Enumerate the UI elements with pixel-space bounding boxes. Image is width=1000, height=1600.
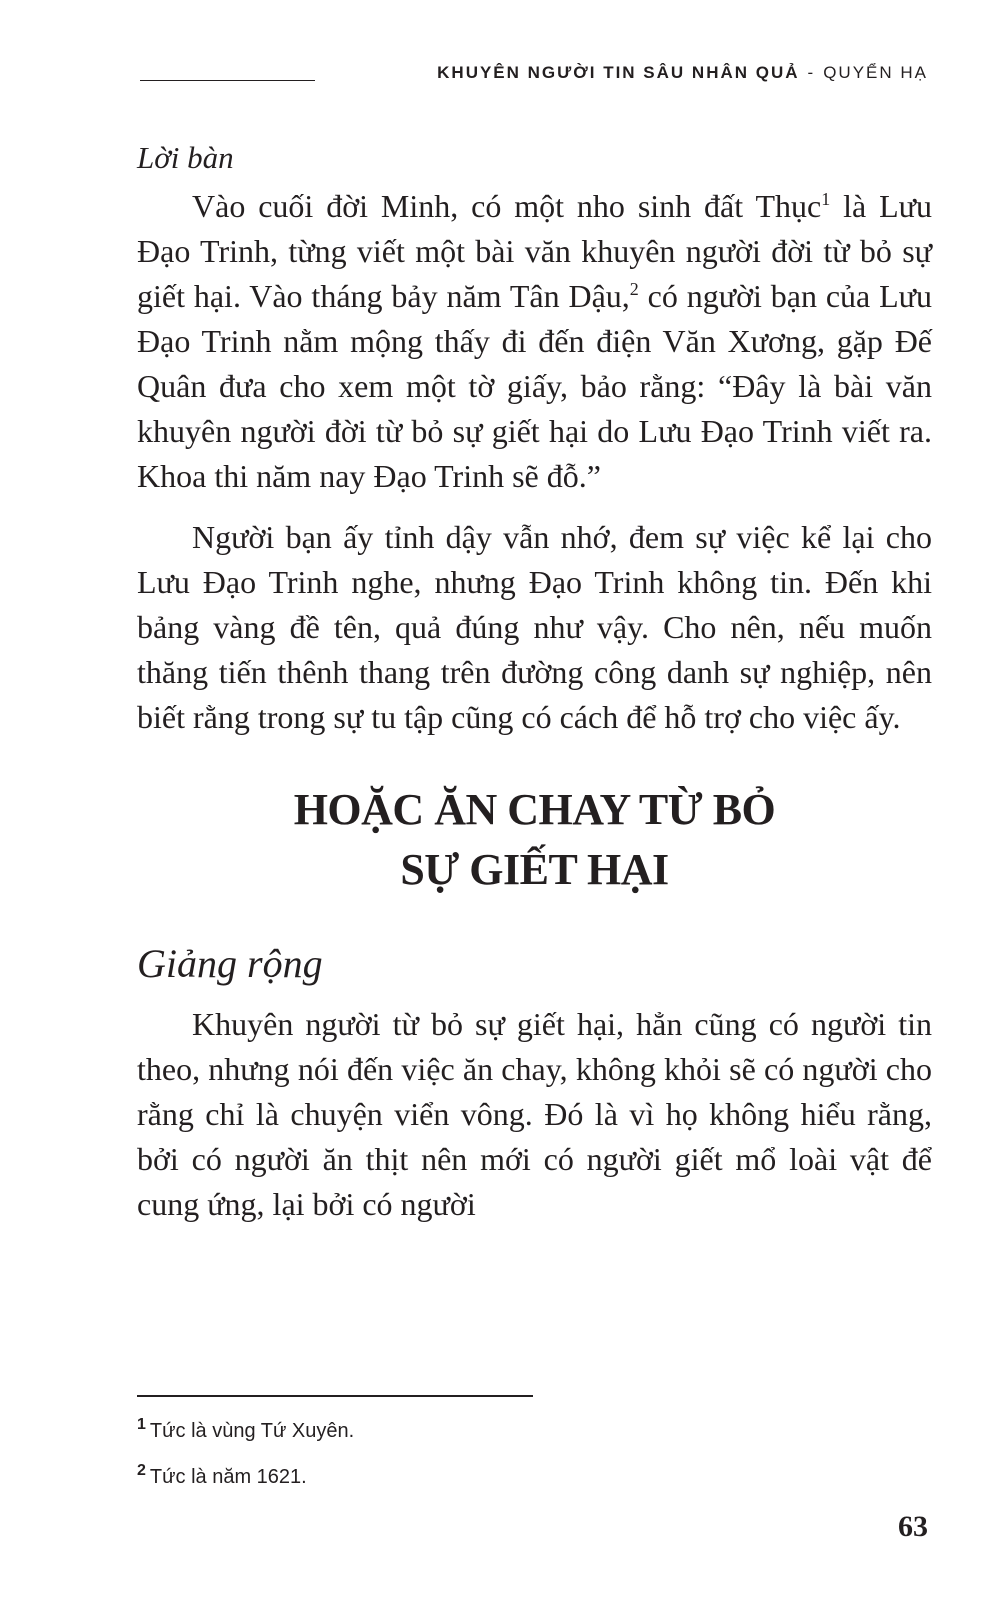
footnotes — [137, 1405, 354, 1497]
chapter-title — [137, 780, 932, 900]
footnote-ref-2: 2 — [629, 279, 639, 299]
chapter-title-line-2: SỰ GIẾT HẠI — [400, 845, 669, 894]
header-rule — [140, 80, 315, 81]
commentary-p1-part3: có người bạn của Lưu Đạo Trinh nằm mộng thấy đi đến điện Văn Xương, gặp Đế Quân đưa cho xem một tờ giấy, bảo rằng: “Đây là bài văn khuyên người đời từ bỏ sự giết hại do Lưu Đạo Trinh viết ra. Khoa thi năm nay Đạo Trinh sẽ đỗ.” — [137, 278, 933, 494]
running-header-title: KHUYÊN NGƯỜI TIN SÂU NHÂN QUẢ — [437, 63, 800, 82]
running-header — [437, 63, 928, 83]
footnote-ref-1: 1 — [821, 189, 831, 209]
commentary-p1-part1: Vào cuối đời Minh, có một nho sinh đất Thục — [192, 188, 822, 224]
page-number: 63 — [898, 1510, 928, 1543]
explanation-paragraph-1: Khuyên người từ bỏ sự giết hại, hẳn cũng có người tin theo, nhưng nói đến việc ăn chay, không khỏi sẽ có người cho rằng chỉ là chuyện viển vông. Đó là vì họ không hiểu rằng, bởi có người ăn thịt nên mới có người giết mổ loài vật để cung ứng, lại bởi có người — [137, 1006, 932, 1222]
commentary-paragraph-2: Người bạn ấy tỉnh dậy vẫn nhớ, đem sự việc kể lại cho Lưu Đạo Trinh nghe, nhưng Đạo Trinh không tin. Đến khi bảng vàng đề tên, quả đúng như vậy. Cho nên, nếu muốn thăng tiến thênh thang trên đường công danh sự nghiệp, nên biết rằng trong sự tu tập cũng có cách để hỗ trợ cho việc ấy. — [137, 519, 932, 735]
footnote-2-text: Tức là năm 1621. — [149, 1466, 307, 1488]
footnote-1-text: Tức là vùng Tứ Xuyên. — [149, 1420, 355, 1442]
footnote-1 — [137, 1405, 354, 1451]
commentary-label: Lời bàn — [137, 140, 234, 175]
footnote-2-number: 2 — [137, 1462, 146, 1479]
footnote-rule — [137, 1395, 533, 1397]
page-content — [137, 136, 932, 1227]
footnote-1-number: 1 — [137, 1416, 146, 1433]
commentary-p1-part2: là Lưu Đạo Trinh, từng viết một bài văn khuyên người đời từ bỏ sự giết hại. Vào tháng bảy năm Tân Dậu, — [137, 188, 933, 314]
explanation-label: Giảng rộng — [137, 941, 323, 986]
running-header-separator: - — [807, 63, 816, 82]
commentary-paragraph-1 — [137, 184, 932, 499]
footnote-2 — [137, 1451, 354, 1497]
running-header-volume: QUYỂN HẠ — [823, 63, 928, 82]
chapter-title-line-1: HOẶC ĂN CHAY TỪ BỎ — [293, 785, 776, 834]
